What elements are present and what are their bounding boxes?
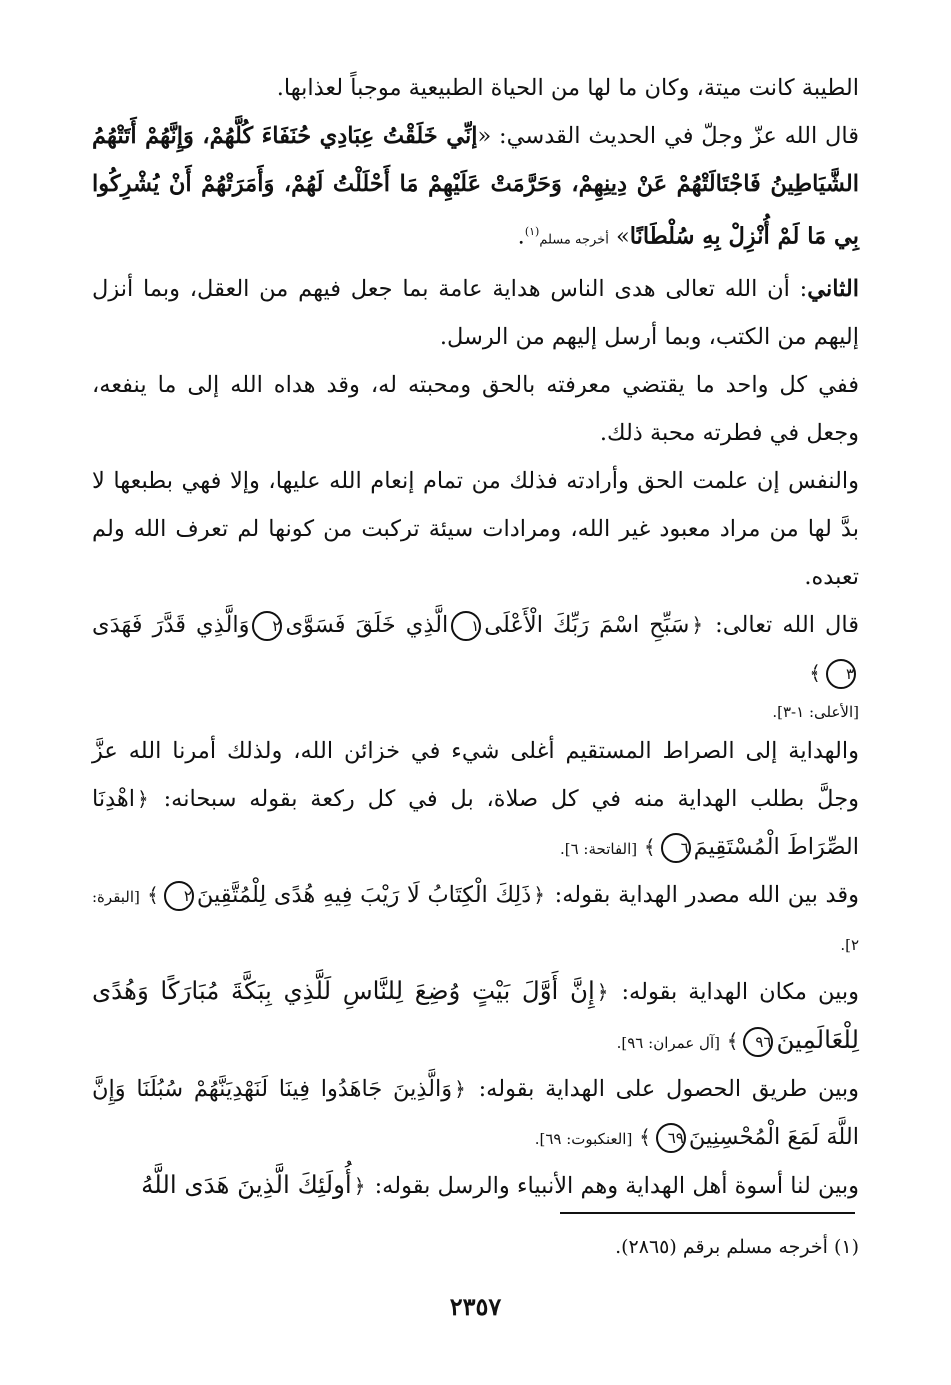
quran-bracket: ﴿	[454, 1076, 466, 1101]
quran-verse: وَالَّذِينَ جَاهَدُوا فِينَا لَنَهْدِيَنَّهُمْ سُبُلَنَا وَإِنَّ اللَّهَ لَمَعَ الْمُحْسِنِينَ	[92, 1075, 859, 1150]
verse-reference: [البقرة: ٢].	[92, 887, 859, 954]
paragraph-p6	[92, 601, 859, 727]
text-run: ففي كل واحد ما يقتضي معرفته بالحق ومحبته له، وقد هداه الله إلى ما ينفعه، وجعل في فطرته محبة ذلك.	[92, 371, 859, 446]
ayah-number-marker: ٩٦	[743, 1027, 773, 1057]
quran-verse: سَبِّحِ اسْمَ رَبِّكَ الْأَعْلَى	[484, 611, 690, 638]
quran-verse: أُولَئِكَ الَّذِينَ هَدَى اللَّهُ	[141, 1169, 352, 1199]
text-run: »	[608, 223, 630, 250]
quran-bracket: ﴿	[596, 979, 609, 1004]
text-run: وبين طريق الحصول على الهداية بقوله:	[467, 1075, 859, 1102]
paragraph-p11	[92, 1161, 859, 1210]
footnote-marker: (١)	[524, 225, 540, 238]
bold-text: الثاني	[807, 275, 859, 302]
quran-bracket: ﴾	[643, 834, 656, 859]
verse-reference: [الأعلى: ١-٣].	[772, 702, 859, 721]
text-run: الطيبة كانت ميتة، وكان ما لها من الحياة الطبيعية موجباً لعذابها.	[276, 75, 859, 101]
quran-bracket: ﴿	[691, 612, 704, 637]
verse-reference: [الفاتحة: ٦].	[559, 839, 642, 858]
quran-verse: اهْدِنَا الصِّرَاطَ الْمُسْتَقِيمَ	[92, 785, 859, 860]
paragraph-p1	[92, 64, 859, 112]
main-text	[92, 64, 859, 1210]
ayah-number-marker: ٦	[661, 833, 691, 863]
paragraph-p2	[92, 112, 859, 265]
verse-reference: [آل عمران: ٩٦].	[616, 1033, 725, 1052]
paragraph-p3	[92, 265, 859, 361]
quran-bracket: ﴿	[533, 882, 546, 907]
ayah-number-marker: ٣	[826, 659, 856, 689]
quran-bracket: ﴾	[639, 1124, 651, 1149]
text-run: قال الله تعالى:	[705, 611, 859, 638]
paragraph-p4	[92, 361, 859, 457]
text-run: قال الله عزّ وجلّ في الحديث القدسي: «	[477, 123, 859, 149]
paragraph-p9	[92, 967, 859, 1065]
quran-verse: إِنَّ أَوَّلَ بَيْتٍ وُضِعَ لِلنَّاسِ لَلَّذِي بِبَكَّةَ مُبَارَكًا وَهُدًى لِلْعَالَمِينَ	[92, 975, 859, 1054]
citation: أخرجه مسلم	[539, 232, 609, 248]
quran-verse: الَّذِي خَلَقَ فَسَوَّى	[285, 611, 449, 638]
quran-bracket: ﴾	[147, 882, 159, 907]
ayah-number-marker: ٢	[164, 881, 194, 911]
quran-bracket: ﴿	[353, 1173, 366, 1198]
paragraph-p5	[92, 457, 859, 601]
quran-verse: ذَلِكَ الْكِتَابُ لَا رَيْبَ فِيهِ هُدًى لِلْمُتَّقِينَ	[196, 881, 532, 908]
quran-bracket: ﴾	[809, 660, 821, 685]
ayah-number-marker: ٢	[252, 611, 282, 641]
text-run: والهداية إلى الصراط المستقيم أغلى شيء في خزائن الله، ولذلك أمرنا الله عزَّ وجلَّ بطلب الهداية منه في كل صلاة، بل في كل ركعة بقوله سبحانه:	[92, 737, 859, 812]
quran-bracket: ﴿	[137, 786, 149, 811]
footnote-separator	[560, 1212, 855, 1214]
ayah-number-marker: ٦٩	[656, 1123, 686, 1153]
text-run: وقد بين الله مصدر الهداية بقوله:	[547, 881, 859, 908]
verse-reference: [العنكبوت: ٦٩].	[534, 1129, 638, 1148]
text-run: وبين مكان الهداية بقوله:	[610, 978, 859, 1005]
ayah-number-marker: ١	[451, 611, 481, 641]
bold-text: إنِّي خَلَقْتُ عِبَادِي حُنَفَاءَ كُلَّهُمْ، وَإِنَّهُمْ أَتَتْهُمُ الشَّيَاطِينُ فَاجْتَالَتْهُمْ عَنْ دِينِهِمْ، وَحَرَّمَتْ عَلَيْهِمْ مَا أَحْلَلْتُ لَهُمْ، وَأَمَرَتْهُمْ أَنْ يُشْرِكُوا بِي مَا لَمْ أُنْزِلْ بِهِ سُلْطَانًا	[92, 123, 859, 250]
paragraph-p8	[92, 871, 859, 967]
footnote: (١) أخرجه مسلم برقم (٢٨٦٥).	[615, 1236, 859, 1258]
text-run: : أن الله تعالى هدى الناس هداية عامة بما جعل فيهم من العقل، وبما أنزل إليهم من الكتب، وبما أرسل إليهم من الرسل.	[92, 275, 859, 350]
quran-verse: وَالَّذِي قَدَّرَ فَهَدَى	[92, 611, 250, 638]
page-number: ٢٣٥٧	[449, 1292, 502, 1321]
paragraph-p7	[92, 727, 859, 871]
quran-bracket: ﴾	[726, 1028, 739, 1053]
paragraph-p10	[92, 1065, 859, 1161]
text-run: والنفس إن علمت الحق وأرادته فذلك من تمام إنعام الله عليها، وإلا فهي بطبعها لا بدَّ لها من مراد معبود غير الله، ومرادات سيئة تركبت من كونها لم تعرف الله ولم تعبده.	[92, 467, 859, 590]
text-run: .	[517, 223, 525, 250]
text-run: وبين لنا أسوة أهل الهداية وهم الأنبياء والرسل بقوله:	[367, 1172, 859, 1199]
